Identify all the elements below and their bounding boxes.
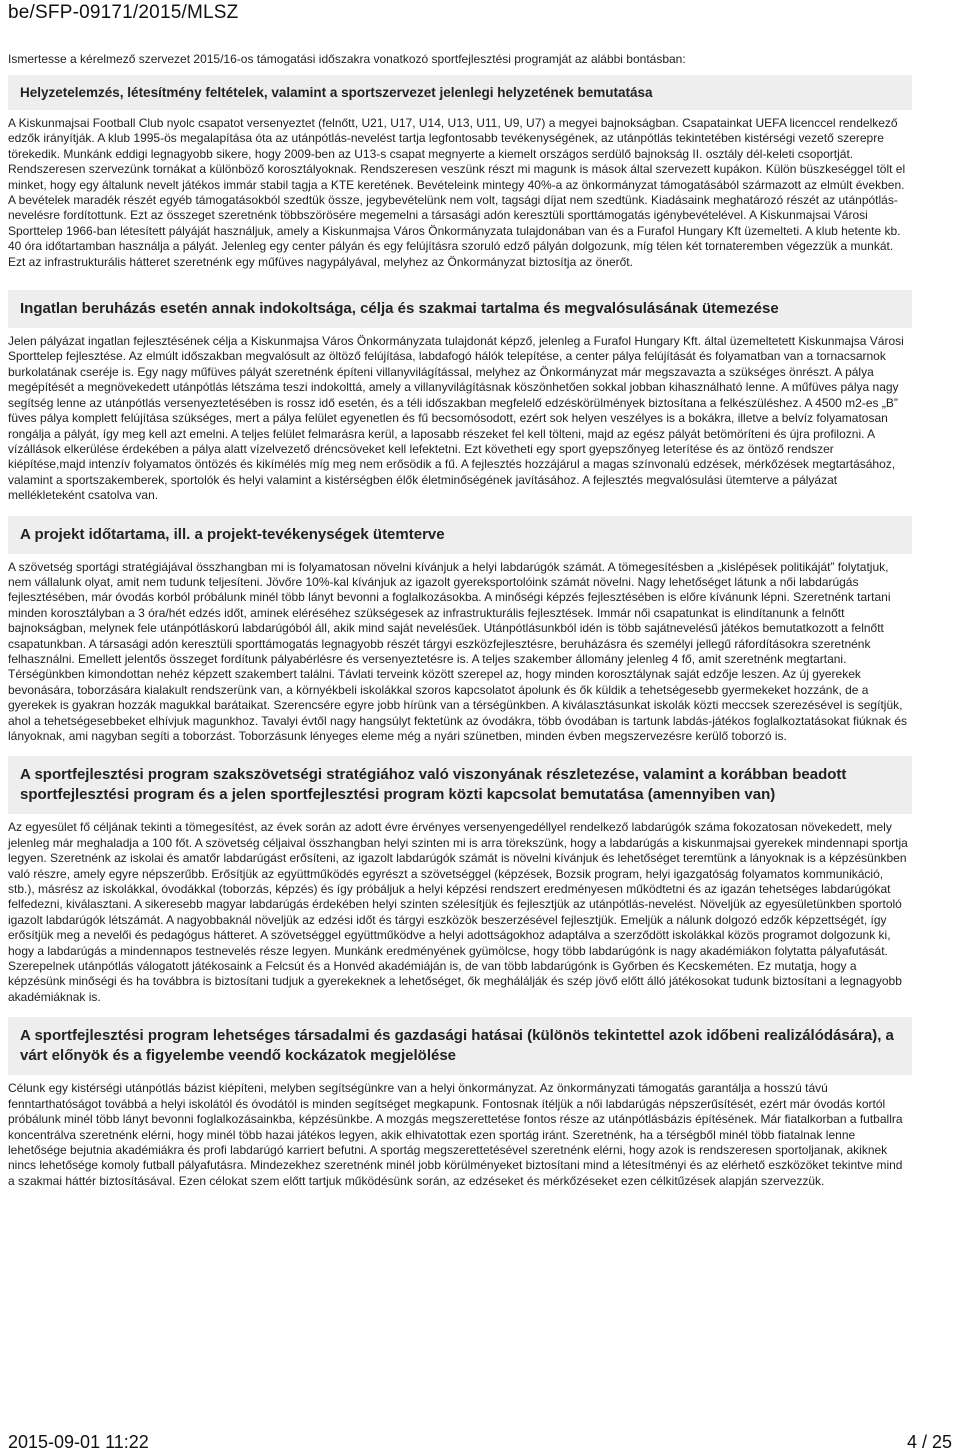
document-body bbox=[8, 52, 912, 1197]
intro-text: Ismertesse a kérelmező szervezet 2015/16-os támogatási időszakra vonatkozó sportfejlesztési programját az alábbi bontásban: bbox=[8, 52, 686, 66]
section-body-situation: A Kiskunmajsai Football Club nyolc csapatot versenyeztet (felnőtt, U21, U17, U14, U13, U11, U9, U7) a megyei bajnokságban. Csapatainkat UEFA licenccel rendelkező edzők irányítják. A klub 1995-ös megalapítása óta az utánpótlás-nevelést tartja legfontosabb tevékenységének, az utánpótlás tekintetében kistérségi vezető szerepre törekedik. Munkánk eddigi legnagyobb sikere, hogy 2009-ben az U13-s csapat megnyerte a kiemelt országos serdülő bajnokság II. osztály dél-keleti csoportját. Rendszeresen szervezünk tornákat a különböző korosztályoknak. Rendszeresen veszünk részt mi magunk is mások által szervezett kupákon. Külön büszkeséggel tölt el minket, hogy egy általunk nevelt játékos immár stabil tagja a KTE keretének. Bevételeink mintegy 40%-a az önkormányzat támogatásából származott az elmúlt években. A bevételek maradék részét egyéb támogatásokból szedtük össze, jegybevételünk nem volt, tagsági díjat nem szedtünk. Kiadásaink meghatározó részét az utánpótlás-nevelésre fordítottunk. Ezt az összeget szeretnénk többszörösére megemelni a társasági adón keresztüli sporttámogatás igénybevételével. A Kiskunmajsai Városi Sporttelep 1966-ban létesített pályáját használjuk, amely a Kiskunmajsa Város Önkormányzata tulajdonában van és a Furafol Hungary Kft üzemelteti. A klub hetente kb. 40 óra időtartamban használja a pályát. Jelenleg egy center pályán és egy felújításra szoruló edző pályán dolgozunk, míg télen két tornateremben végezzük a munkát. Ezt az infrastrukturális hátteret szeretnénk egy műfüves nagypályával, melyhez az Önkormányzat biztosítja az önerőt. bbox=[8, 116, 906, 269]
section-body-schedule: A szövetség sportági stratégiájával összhangban mi is folyamatosan növelni kívánjuk a helyi labdarúgók számát. A tömegesítésben a „kislépések politikáját” folytatjuk, nem vállalunk olyat, amit nem tudunk teljesíteni. Jövőre 10%-kal kívánjuk az igazolt gyereksportolóink számát növelni. Nagy lehetőséget látunk a női labdarúgás fejlesztésében, már óvodás korból próbálunk minél több lányt bevonni a foglalkozásokba. A minőségi képzés fejlesztésében is előre kívánunk lépni. Szeretnénk tartani minden korosztályban a 3 óra/hét edzés időt, aminek eléréséhez szükségesek az infrastrukturális fejlesztések. Immár női csapatunkat is elindítanunk a felnőtt bajnokságban, melynek fele utánpótláskorú labdarúgóból áll, akik mind saját nevelésűek. Utánpótlásunkból idén is több sajátnevelésű játékos bemutatkozott a felnőtt csapatunkban. A társasági adón keresztüli sporttámogatás legnagyobb részét tárgyi eszközfejlesztésre, beruházásra és személyi jellegű ráfordításokra szeretnénk felhasználni. Emellett jelentős összeget fordítunk pályabérlésre és versenyeztetésre is. A teljes szakember állomány jelenleg 4 fő, amit szeretnénk megtartani. Térségünkben kimondottan nehéz képzett szakembert találni. Távlati terveink között szerepel az, hogy minden korosztálynak saját edzője leszen. Az új gyerekek bevonására, toborzására kialakult rendszerünk van, a környékbeli iskolákkal szoros kapcsolatot ápolunk és ők küldik a tehetségesebb gyermekeket hozzánk, de a gyerekek is gyakran hozzák magukkal barátaikat. Szerencsére egyre jobb hírünk van a térségünkben. A kiválasztásunkat iskolák közti meccsek szerezésével is segítjük, ahol a tehetségesebbeket elhívjuk magunkhoz. Tavalyi évtől nagy hangsúlyt fektetünk az óvodákra, több óvodában is tartunk labdás-játékos foglalkoztatásokat fiúknak és lányoknak, ami nagyban segíti a toborzást. Toborzásunk lényeges eleme még a nyári szünetben, minden évben megszervezésre kerülő toborzó is. bbox=[8, 559, 908, 743]
section-title-impacts: A sportfejlesztési program lehetséges társadalmi és gazdasági hatásai (különös tekintettel azok időbeni realizálódására), a várt előnyök és a figyelembe veendő kockázatok megjelölése bbox=[8, 1017, 912, 1075]
section-title-situation: Helyzetelemzés, létesítmény feltételek, valamint a sportszervezet jelenlegi helyzetének bemutatása bbox=[8, 75, 912, 110]
section-body-real-estate: Jelen pályázat ingatlan fejlesztésének célja a Kiskunmajsa Város Önkormányzata tulajdonát képző, jelenleg a Furafol Hungary Kft. által üzemeltetett Kiskunmajsa Városi Sporttelep fejlesztése. Az elmúlt időszakban megvalósult az öltöző felújítása, labdafogó hálók telepítése, a center pálya felújítását és folyamatban van a tornacsarnok burkolatának cseréje is. Egy nagy műfüves pályát szeretnénk építeni villanyvilágítással, melyhez az Önkormányzat már megszavazta a szükséges önrészt. A pálya megépítését a megnövekedett utánpótlás létszáma teszi indokolttá, amely a villanyvilágításnak köszönhetően sokkal jobban kihasználható lenne. A műfüves pálya nagy segítség lenne az utánpótlás versenyeztetésében is rossz idő esetén, és a téli időszakban megfelelő edzéskörülmények biztosítana a felkészüléshez. A 4500 m2-es „B” füves pálya komplett felújítása szükséges, mert a pálya felület egyenetlen és fű becsomósodott, ezért sok helyen veszélyes is a bokákra, illetve a belvíz folyamatosan rongálja a pályát, így meg kell azt emelni. A teljes felület felmarásra kerül, a laposabb részeket fel kell tölteni, majd az egész pályát betömöríteni és újra profilozni. A vízállások elkerülése érdekében a pálya alatt vízelvezető dréncsöveket kell lefektetni. Ezt követheti egy sport gyepszőnyeg leterítése és az öntöző rendszer kiépítése,majd intenzív folyamatos öntözés és kikímélés míg meg nem erősödik a fű. A fejlesztés hozzájárul a magas színvonalú edzések, mérkőzések megtartásához, valamint a sportszakemberek, sportolók és helyi valamint a kistérségben élők életminőségének javításához. A fejlesztés megvalósulási ütemterve a pályázat mellékleteként csatolva van. bbox=[8, 334, 904, 503]
footer-datetime: 2015-09-01 11:22 bbox=[8, 1432, 149, 1452]
section-body-strategy: Az egyesület fő céljának tekinti a tömegesítést, az évek során az adott évre érvényes versenyengedéllyel rendelkező labdarúgók száma fokozatosan növekedett, mely jelenleg már meghaladja a 100 főt. A szövetség céljaival összhangban helyi szinten mi is arra törekszünk, hogy a labdarúgás a kiskunmajsai gyerekek mindennapi sportja legyen. Szeretnénk az iskolai és amatőr labdarúgást erősíteni, az igazolt labdarúgók számát is növelni kívánjuk és lehetőséget teremtünk a lányoknak is a képzésünkben való részre, amely egyre népszerűbb. Erősítjük az együttműködés egyrészt a szövetséggel (képzések, Bozsik program, helyi igazgatóság folyamatos kommunikáció, stb.), másrész az iskolákkal, óvodákkal (toborzás, képzés) és így próbáljuk a helyi képzési rendszert eredményesen működtetni és az igazán tehetséges labdarúgókat felfedezni, kiválasztani. A sikeresebb magyar labdarúgás érdekében helyi szinten szélesítjük és fejlesztjük az utánpótlás-nevelést. Növeljük az egyesületünkben sportoló igazolt labdarúgók létszámát. A nagyobbaknál növeljük az edzési időt és tárgyi eszközök beszerzésével fejlesztjük. Emeljük a nálunk dolgozó edzők képzettségét, így erősítjük meg a nevelői és pedagógus hátteret. A szövetséggel együttműködve a helyi adottságokhoz adaptálva a szerződött iskolákkal közös programot dolgozunk ki, hogy a labdarúgás a mindennapos testnevelés része legyen. Munkánk eredményének gyümölcse, hogy több labdarúgónk is nagy akadémiákon folytatta pályafutását. Szerepelnek utánpótlás válogatott játékosaink a Felcsút és a Honvéd akadémiáján is, de van több labdarúgónk is Győrben és Kecskeméten. Ez mutatja, hogy a képzésünk minőségi és ha továbbra is biztosítani tudjuk a gyerekeknek a lehetőséget, ők meghálálják és szép jövő előtt álló játékosokat tudunk biztosítani a legnagyobb akadémiáknak is. bbox=[8, 820, 908, 1004]
footer-page-number: 4 / 25 bbox=[906, 1432, 952, 1452]
section-title-strategy: A sportfejlesztési program szakszövetségi stratégiához való viszonyának részletezése, valamint a korábban beadott sportfejlesztési program és a jelen sportfejlesztési program közti kapcsolat bemutatása (amennyiben van) bbox=[8, 756, 912, 814]
document-id: be/SFP-09171/2015/MLSZ bbox=[8, 2, 239, 23]
section-body-impacts: Célunk egy kistérségi utánpótlás bázist kiépíteni, melyben segítségünkre van a helyi önkormányzat. Az önkormányzati támogatás garantálja a hosszú távú fenntarthatóságot továbbá a helyi iskolától és óvodától is minden segítséget megkapunk. Fontosnak ítéljük a női labdarúgás népszerűsítését, ezért már óvodás kortól próbálunk minél több lányt bevonni foglalkozásainkba, képzésünkbe. A mozgás megszerettetése fontos része az utánpótlásbázis építésének. Már fiatalkorban a futballra koncentrálva szeretnénk elérni, hogy minél több hazai játékos legyen, akik elhivatottak ezen sportág iránt. Szeretnénk, ha a térségből minél több fiatalnak lenne lehetősége bejutnia akadémiákra és profi labdarúgó karriert befutni. A sportág megszerettetésével szeretnénk elérni, hogy azok is rendszeresen sportoljanak, akiknek nincs lehetősége komoly futball pályafutásra. Mindezekhez szeretnénk minél jobb körülményeket biztosítani mind a létesítményi és az elérhető eszközöket tekintve mind a szakmai háttér biztosításával. Ezen célokat szem előtt tartjuk működésünk során, az edzéseket és mérkőzéseket ezen célkitűzések alapján szervezzük. bbox=[8, 1081, 903, 1188]
section-title-schedule: A projekt időtartama, ill. a projekt-tevékenységek ütemterve bbox=[8, 516, 912, 554]
section-title-real-estate: Ingatlan beruházás esetén annak indokoltsága, célja és szakmai tartalma és megvalósulásának ütemezése bbox=[8, 290, 912, 328]
